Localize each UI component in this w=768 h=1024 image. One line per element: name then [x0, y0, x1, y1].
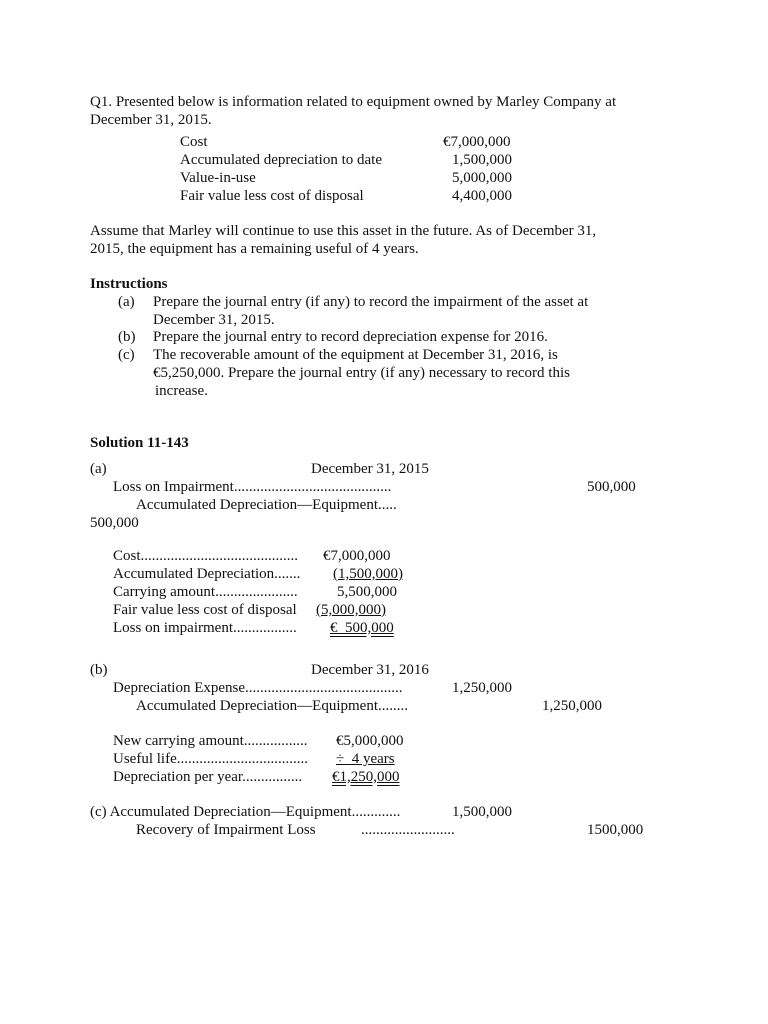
- instruction-c-line3: increase.: [155, 383, 208, 399]
- calc-b-value-dep-per-year: €1,250,000: [332, 769, 400, 785]
- part-c-debit-amount: 1,500,000: [452, 804, 512, 820]
- instruction-c-line1: The recoverable amount of the equipment at December 31, 2016, is: [153, 347, 558, 363]
- calc-b-label-useful-life: Useful life...................................: [113, 751, 308, 767]
- instruction-c-marker: (c): [118, 347, 135, 363]
- given-value-accum-dep: 1,500,000: [452, 152, 512, 168]
- instruction-a-line2: December 31, 2015.: [153, 312, 275, 328]
- calc-a-label-loss: Loss on impairment.................: [113, 620, 297, 636]
- part-b-credit-account: Accumulated Depreciation––Equipment........: [136, 698, 408, 714]
- calc-b-label-carrying: New carrying amount.................: [113, 733, 308, 749]
- given-value-fair-value: 4,400,000: [452, 188, 512, 204]
- calc-a-label-accum-dep: Accumulated Depreciation.......: [113, 566, 301, 582]
- given-value-value-in-use: 5,000,000: [452, 170, 512, 186]
- calc-a-value-loss: € 500,000: [330, 620, 394, 636]
- assumption-line2: 2015, the equipment has a remaining useful of 4 years.: [90, 241, 419, 257]
- part-a-marker: (a): [90, 461, 107, 477]
- given-value-cost: €7,000,000: [443, 134, 511, 150]
- given-label-cost: Cost: [180, 134, 208, 150]
- part-c-credit-amount: 1500,000: [587, 822, 644, 838]
- calc-a-label-cost: Cost..........................................: [113, 548, 299, 564]
- part-b-credit-amount: 1,250,000: [542, 698, 602, 714]
- calc-a-label-carrying: Carrying amount......................: [113, 584, 298, 600]
- part-c-credit-dots: .........................: [361, 822, 455, 838]
- calc-b-label-dep-per-year: Depreciation per year................: [113, 769, 303, 785]
- part-b-debit-amount: 1,250,000: [452, 680, 512, 696]
- calc-b-value-useful-life: ÷ 4 years: [336, 751, 395, 767]
- part-c-debit-account: (c) Accumulated Depreciation––Equipment.............: [90, 804, 401, 820]
- instruction-b-marker: (b): [118, 329, 136, 345]
- given-label-accum-dep: Accumulated depreciation to date: [180, 152, 382, 168]
- solution-heading: Solution 11-143: [90, 435, 189, 451]
- part-a-debit-amount: 500,000: [587, 479, 636, 495]
- calc-b-value-carrying: €5,000,000: [336, 733, 404, 749]
- instruction-a-line1: Prepare the journal entry (if any) to record the impairment of the asset at: [153, 294, 589, 310]
- part-b-marker: (b): [90, 662, 108, 678]
- given-label-value-in-use: Value-in-use: [180, 170, 256, 186]
- part-c-credit-account: Recovery of Impairment Loss: [136, 822, 316, 838]
- instruction-a-marker: (a): [118, 294, 135, 310]
- instruction-c-line2: €5,250,000. Prepare the journal entry (if any) necessary to record this: [153, 365, 570, 381]
- part-a-date: December 31, 2015: [311, 461, 429, 477]
- part-a-credit-account: Accumulated Depreciation––Equipment.....: [136, 497, 397, 513]
- part-a-debit-account: Loss on Impairment..........................................: [113, 479, 392, 495]
- part-b-debit-account: Depreciation Expense..........................................: [113, 680, 403, 696]
- part-b-date: December 31, 2016: [311, 662, 429, 678]
- calc-a-label-fair-value: Fair value less cost of disposal: [113, 602, 297, 618]
- given-label-fair-value: Fair value less cost of disposal: [180, 188, 364, 204]
- question-intro-line2: December 31, 2015.: [90, 112, 212, 128]
- calc-a-value-fair-value: (5,000,000): [316, 602, 386, 618]
- instructions-heading: Instructions: [90, 276, 168, 292]
- instruction-b-line1: Prepare the journal entry to record depreciation expense for 2016.: [153, 329, 548, 345]
- question-intro-line1: Q1. Presented below is information related to equipment owned by Marley Company at: [90, 94, 617, 110]
- assumption-line1: Assume that Marley will continue to use this asset in the future. As of December 31,: [90, 223, 597, 239]
- calc-a-value-cost: €7,000,000: [323, 548, 391, 564]
- calc-a-value-carrying: 5,500,000: [337, 584, 397, 600]
- part-a-credit-amount: 500,000: [90, 515, 139, 531]
- calc-a-value-accum-dep: (1,500,000): [333, 566, 403, 582]
